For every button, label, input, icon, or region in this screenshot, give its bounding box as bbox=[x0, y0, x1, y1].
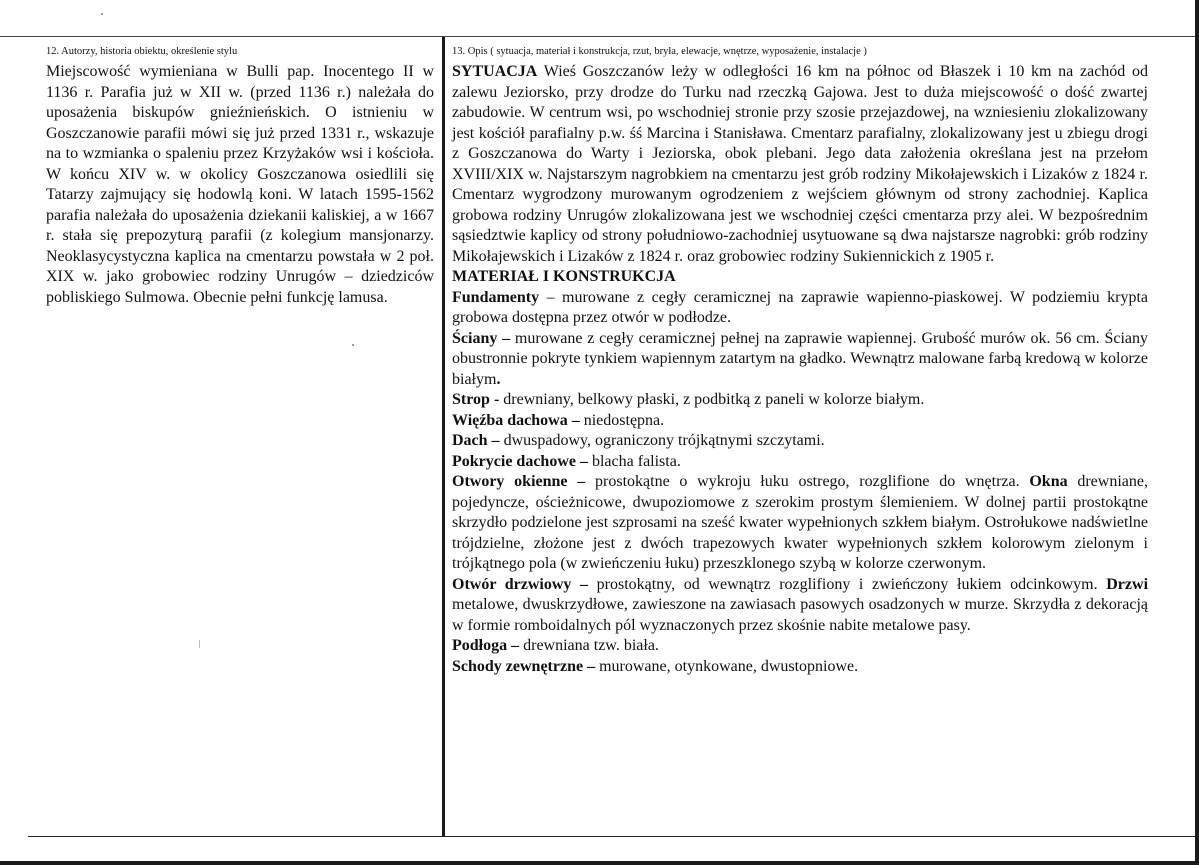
pokrycie-paragraph bbox=[452, 452, 1148, 473]
sytuacja-text: Wieś Goszczanów leży w odległości 16 km na północ od Błaszek i 10 km na zachód od zalewu Jeziorsko, przy drodze do Turku nad rzeczką Gajowa. Jest to duża miejscowość o dość zwartej zabudowie. W centrum wsi, po wschodniej stronie przy szosie przejazdowej, na wzniesieniu zlokalizowany jest kościół parafialny p.w. śś Marcina i Stanisława. Cmentarz parafialny, zlokalizowany jest u zbiegu drogi z Goszczanowa do Warty i Jeziorska, obok plebani. Jego data założenia określana jest na przełom XVIII/XIX w. Najstarszym nagrobkiem na cmentarzu jest grób rodziny Mikołajewskich i Lizaków z 1824 r. Cmentarz wygrodzony murowanym ogrodzeniem z wejściem głównym od strony zachodniej. Kaplica grobowa rodziny Unrugów zlokalizowana jest we wschodniej części cmentarza przy alei. W bezpośrednim sąsiedztwie kaplicy od strony południowo-zachodniej usytuowane są dwa najstarsze nagrobki: grób rodziny Mikołajewskich i Lizaków z 1824 r. oraz grobowiec rodziny Sukiennickich z 1905 r. bbox=[452, 63, 1148, 265]
strop-paragraph bbox=[452, 390, 1148, 411]
history-section-header: 12. Autorzy, historia obiektu, określenie stylu bbox=[46, 46, 238, 57]
otwor-drzwiowy-label: Otwór drzwiowy – bbox=[452, 575, 589, 593]
otwory-okienne-label: Otwory okienne – bbox=[452, 473, 586, 490]
fundamenty-label: Fundamenty bbox=[452, 288, 540, 306]
history-text: Miejscowość wymieniana w Bulli pap. Inocentego II w 1136 r. Parafia już w XII w. (przed 1136 r.) należała do uposażenia biskupów gnieźnieńskich. O istnieniu w Goszczanowie parafii mówi się już przed 1331 r., wskazuje na to wzmianka o spaleniu przez Krzyżaków wsi i kościoła. W końcu XIV w. w okolicy Goszczanowa osiedlili się Tatarzy zajmujący się hodowlą koni. W latach 1595-1562 parafia należała do uposażenia dziekanii kaliskiej, a w 1667 r. stała się prepozyturą parafii (z kolegium mansjonarzy. Neoklasycystyczna kaplica na cmentarzu powstała w 2 poł. XIX w. jako grobowiec rodziny Unrugów – dziedziców pobliskiego Sulmowa. Obecnie pełni funkcję lamusa. bbox=[46, 63, 434, 306]
schody-label: Schody zewnętrzne – bbox=[452, 657, 596, 675]
okna-text: drewniane, pojedyncze, ościeżnicowe, dwupoziomowe z szerokim prostym ślemieniem. W dolnej partii prostokątne skrzydło podzielone jest szprosami na sześć kwater wypełnionych szkłem białym. Ostrołukowe nadświetlne trójdzielne, złożone jest z dwóch trapezowych kwater wypełnionych szkłem kolorowym zielonym i trójkątnego pola (w zwieńczeniu łuku) przeszklonego szybą w kolorze czerwonym. bbox=[452, 473, 1148, 572]
sciany-end: . bbox=[496, 370, 501, 388]
pokrycie-text: blacha falista. bbox=[587, 452, 681, 470]
sytuacja-heading: SYTUACJA bbox=[452, 63, 538, 80]
podloga-text: drewniana tzw. biała. bbox=[519, 637, 659, 654]
sciany-paragraph bbox=[452, 329, 1148, 391]
strop-label: Strop - bbox=[452, 391, 500, 408]
podloga-paragraph bbox=[452, 636, 1148, 657]
sytuacja-paragraph bbox=[452, 62, 1148, 267]
pokrycie-label: Pokrycie dachowe – bbox=[452, 452, 588, 470]
description-section-header: 13. Opis ( sytuacja, materiał i konstrukcja, rzut, bryła, elewacje, wnętrze, wyposażenie, instalacje ) bbox=[452, 46, 867, 57]
schody-paragraph bbox=[452, 657, 1148, 678]
dach-label: Dach – bbox=[452, 432, 500, 449]
history-column bbox=[46, 44, 434, 308]
top-rule bbox=[0, 36, 1195, 37]
wiezba-text: niedostępna. bbox=[579, 411, 665, 429]
scan-speck bbox=[352, 344, 354, 346]
material-heading: MATERIAŁ I KONSTRUKCJA bbox=[452, 268, 676, 285]
drzwi-text: metalowe, dwuskrzydłowe, zawieszone na zawiasach pasowych osadzonych w murze. Skrzydła z dekoracją w formie romboidalnych pól wyznaczonych przez skośnie nabite metalowe pasy. bbox=[452, 596, 1148, 634]
wiezba-paragraph bbox=[452, 411, 1148, 432]
otwory-okienne-paragraph bbox=[452, 472, 1148, 575]
podloga-label: Podłoga – bbox=[452, 637, 520, 654]
otwor-drzwiowy-text: prostokątny, od wewnątrz rozglifiony i zwieńczony łukiem odcinkowym. bbox=[588, 575, 1107, 593]
dach-text: dwuspadowy, ograniczony trójkątnymi szczytami. bbox=[499, 432, 825, 449]
fundamenty-text: – murowane z cegły ceramicznej na zaprawie wapienno-piaskowej. W podziemiu krypta grobowa dostępna przez otwór w podłodze. bbox=[452, 288, 1148, 326]
drzwi-label: Drzwi bbox=[1106, 575, 1149, 593]
otwory-okienne-text: prostokątne o wykroju łuku ostrego, rozglifione do wnętrza. bbox=[585, 473, 1030, 490]
okna-label: Okna bbox=[1029, 473, 1068, 490]
description-column bbox=[452, 44, 1148, 677]
schody-text: murowane, otynkowane, dwustopniowe. bbox=[595, 657, 859, 675]
bottom-rule bbox=[28, 836, 1195, 837]
wiezba-label: Więźba dachowa – bbox=[452, 411, 580, 429]
scan-speck bbox=[199, 640, 200, 648]
otwor-drzwiowy-paragraph bbox=[452, 575, 1148, 637]
strop-text: drewniany, belkowy płaski, z podbitką z paneli w kolorze białym. bbox=[499, 391, 925, 408]
fundamenty-paragraph bbox=[452, 288, 1148, 329]
sciany-text: murowane z cegły ceramicznej pełnej na zaprawie wapiennej. Grubość murów ok. 56 cm. Ściany obustronnie pokryte tynkiem wapiennym zatartym na gładko. Wewnątrz malowane farbą kredową w kolorze białym bbox=[452, 329, 1149, 388]
sciany-label: Ściany – bbox=[452, 329, 511, 347]
scan-speck bbox=[101, 13, 103, 15]
dach-paragraph bbox=[452, 431, 1148, 452]
column-divider bbox=[442, 37, 445, 836]
